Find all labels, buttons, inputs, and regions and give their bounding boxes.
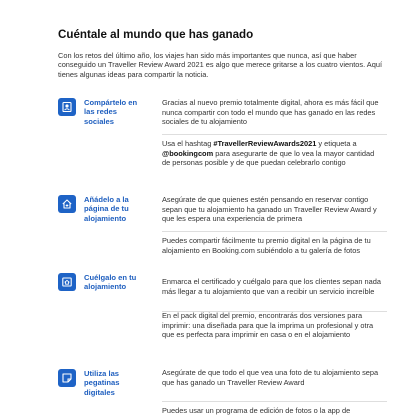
sticker-icon xyxy=(58,369,76,387)
section-paragraph: En el pack digital del premio, encontrarás dos versiones para imprimir: una diseñada para que la imprima un profesional y otra que es perfecta para imprimir en casa o en el alojamiento xyxy=(162,311,374,340)
section-paragraph: Puedes usar un programa de edición de fotos o la app de xyxy=(162,406,351,415)
home-add-icon xyxy=(58,195,76,213)
handle-text: @bookingcom xyxy=(162,148,214,158)
divider xyxy=(162,134,387,135)
section-title: Añádelo a la página de tu alojamiento xyxy=(84,195,129,223)
section-paragraph: Puedes compartir fácilmente tu premio digital en la página de tu alojamiento en Booking.com subiéndolo a tu galería de fotos xyxy=(162,236,371,255)
divider xyxy=(162,231,387,232)
intro-paragraph: Con los retos del último año, los viajes han sido más importantes que nunca, así que haber conseguido un Traveller Review Award 2021 es algo que merece gritarse a los cuatro vientos. Aquí tienes algunas ideas para compartir la noticia. xyxy=(58,51,383,79)
section-paragraph: Enmarca el certificado y cuélgalo para que los clientes sepan nada más llegar a tu alojamiento que van a recibir un servicio increíble xyxy=(162,277,381,296)
section-paragraph: Gracias al nuevo premio totalmente digital, ahora es más fácil que nunca compartir con todo el mundo que has ganado en las redes sociales de tu alojamiento xyxy=(162,98,379,127)
section-title: Compártelo en las redes sociales xyxy=(84,98,138,126)
section-paragraph-hashtag: Usa el hashtag #TravellerReviewAwards2021 y etiqueta a @bookingcom para asegurarte de que lo vea la mayor cantidad de personas posible y de que puedan celebrarlo contigo xyxy=(162,139,375,168)
framed-certificate-icon xyxy=(58,273,76,291)
divider xyxy=(162,401,387,402)
section-title: Utiliza las pegatinas digitales xyxy=(84,369,120,397)
section-title: Cuélgalo en tu alojamiento xyxy=(84,273,137,292)
hashtag-text: #TravellerReviewAwards2021 xyxy=(213,139,317,148)
share-photo-icon xyxy=(58,98,76,116)
section-paragraph: Asegúrate de que quienes estén pensando en reservar contigo sepan que tu alojamiento ha ganado un Traveller Review Award y que les espera una experiencia de primera xyxy=(162,195,377,224)
page-title: Cuéntale al mundo que has ganado xyxy=(58,28,254,41)
section-paragraph: Asegúrate de que todo el que vea una foto de tu alojamiento sepa que has ganado un Traveller Review Award xyxy=(162,368,379,387)
